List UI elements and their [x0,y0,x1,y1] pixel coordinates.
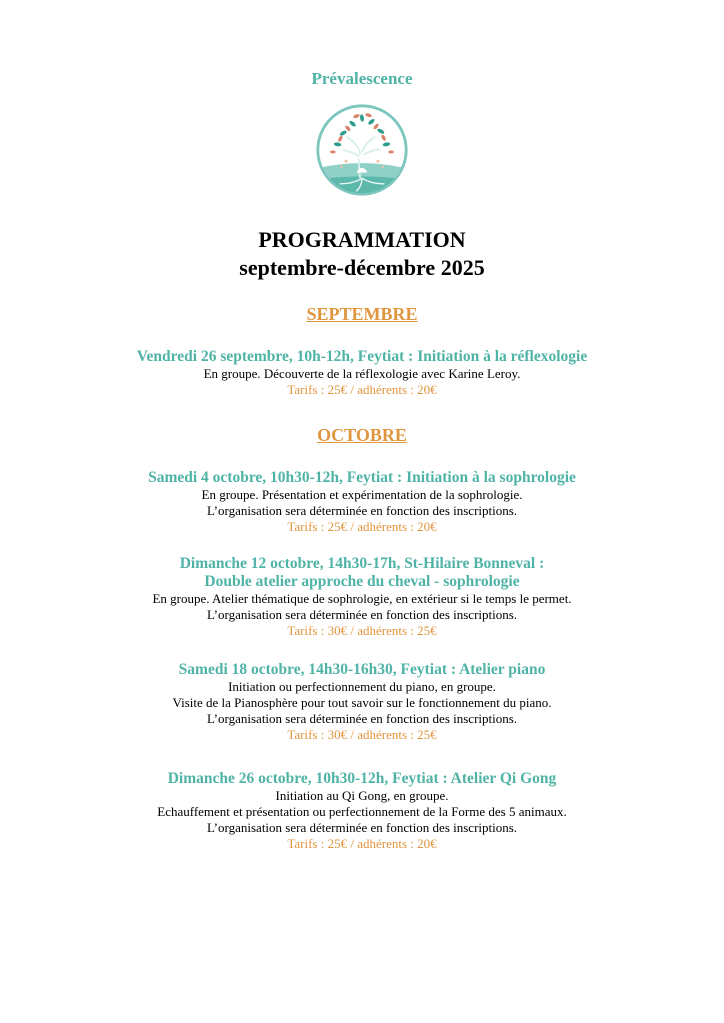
event-item [0,555,724,639]
event-price: Tarifs : 25€ / adhérents : 20€ [287,836,437,851]
event-description: En groupe. Atelier thématique de sophrologie, en extérieur si le temps le permet. [152,591,572,606]
event-item [0,770,724,852]
tree-of-life-logo-icon [315,103,409,197]
event-title: Dimanche 12 octobre, 14h30-17h, St-Hilaire Bonneval : [179,555,545,572]
brand-name: Prévalescence [311,69,413,88]
event-price: Tarifs : 30€ / adhérents : 25€ [287,727,437,742]
event-item [0,661,724,743]
section-heading-septembre: SEPTEMBRE [306,304,418,324]
event-title: Samedi 4 octobre, 10h30-12h, Feytiat : Initiation à la sophrologie [148,469,576,486]
event-description: Initiation ou perfectionnement du piano, en groupe. [228,679,496,694]
event-price: Tarifs : 30€ / adhérents : 25€ [287,623,437,638]
page-title [0,226,724,282]
event-title: Vendredi 26 septembre, 10h-12h, Feytiat : Initiation à la réflexologie [136,348,588,365]
event-title: Samedi 18 octobre, 14h30-16h30, Feytiat : Atelier piano [178,661,546,678]
event-price: Tarifs : 25€ / adhérents : 20€ [287,382,437,397]
title-line-2: septembre-décembre 2025 [239,255,485,280]
event-description: L’organisation sera déterminée en fonction des inscriptions. [206,711,518,726]
event-title: Dimanche 26 octobre, 10h30-12h, Feytiat : Atelier Qi Gong [167,770,557,787]
event-description: L’organisation sera déterminée en fonction des inscriptions. [206,820,518,835]
event-price: Tarifs : 25€ / adhérents : 20€ [287,519,437,534]
event-description: L’organisation sera déterminée en fonction des inscriptions. [206,607,518,622]
event-description: Initiation au Qi Gong, en groupe. [275,788,449,803]
event-item [0,469,724,535]
event-description: Echauffement et présentation ou perfectionnement de la Forme des 5 animaux. [157,804,567,819]
event-title: Double atelier approche du cheval - sophrologie [204,573,520,590]
title-line-1: PROGRAMMATION [258,227,466,252]
event-description: En groupe. Présentation et expérimentation de la sophrologie. [201,487,523,502]
event-description: L’organisation sera déterminée en fonction des inscriptions. [206,503,518,518]
section-heading-octobre: OCTOBRE [317,425,407,445]
event-item [0,348,724,398]
event-description: Visite de la Pianosphère pour tout savoir sur le fonctionnement du piano. [172,695,552,710]
event-description: En groupe. Découverte de la réflexologie avec Karine Leroy. [203,366,521,381]
